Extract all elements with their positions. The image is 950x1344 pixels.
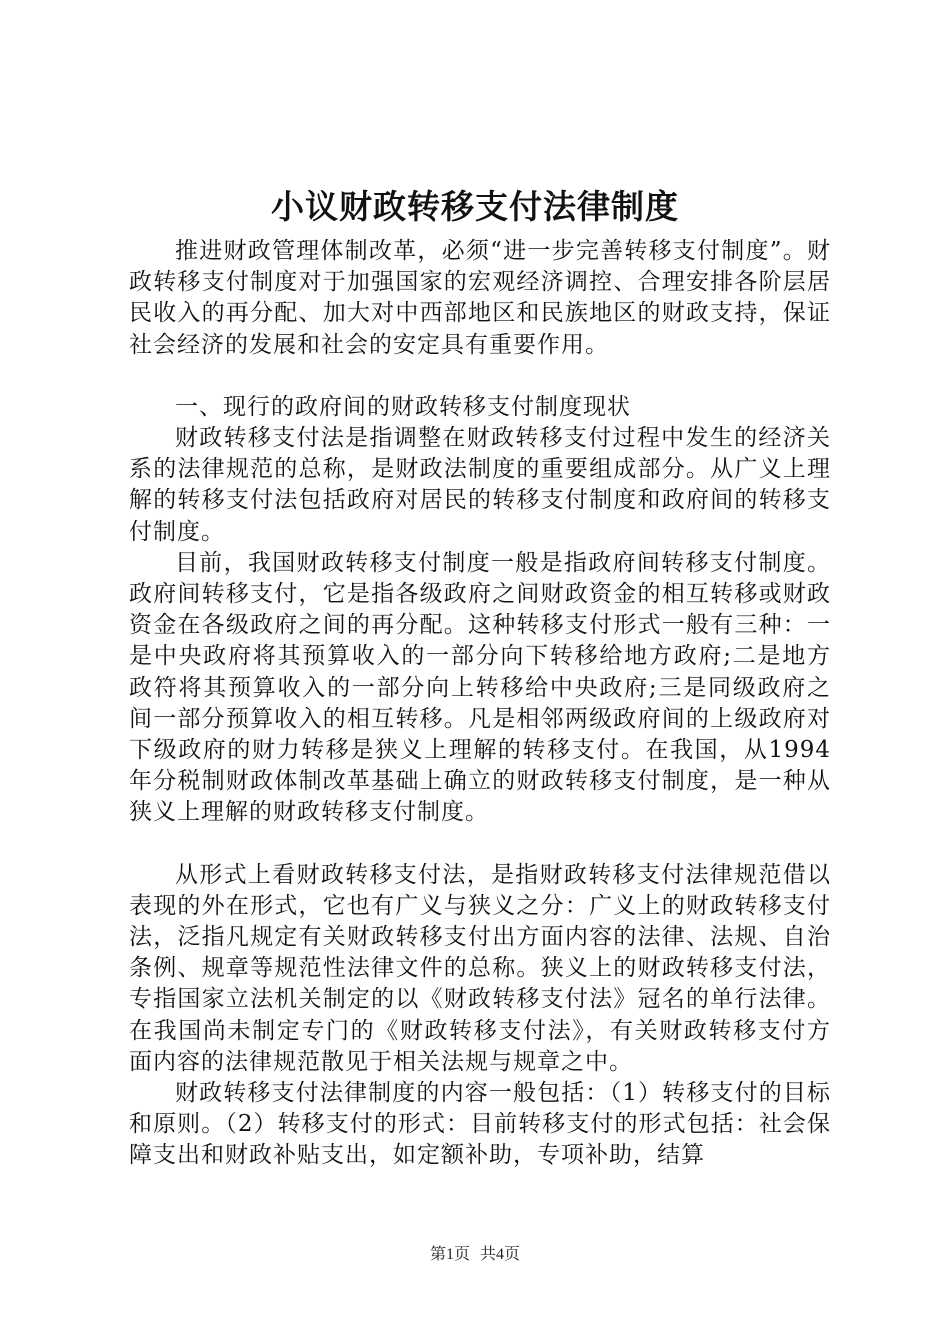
paragraph-definition: 财政转移支付法是指调整在财政转移支付过程中发生的经济关系的法律规范的总称，是财政法制度的重要组成部分。从广义上理解的转移支付法包括政府对居民的转移支付制度和政府间的转移支付制度。 — [129, 425, 831, 545]
paragraph-current-system: 目前，我国财政转移支付制度一般是指政府间转移支付制度。政府间转移支付，它是指各级政府之间财政资金的相互转移或财政资金在各级政府之间的再分配。这种转移支付形式一般有三种：一是中央政府将其预算收入的一部分向下转移给地方政府;二是地方政符将其预算收入的一部分向上转移给中央政府;三是同级政府之间一部分预算收入的相互转移。凡是相邻两级政府间的上级政府对下级政府的财力转移是狭义上理解的转移支付。在我国，从1994年分税制财政体制改革基础上确立的财政转移支付制度，是一种从狭义上理解的财政转移支付制度。 — [129, 549, 831, 826]
page-total: 共4页 — [480, 1246, 521, 1263]
document-body — [129, 236, 831, 1172]
paragraph-content: 财政转移支付法律制度的内容一般包括：（1）转移支付的目标和原则。（2）转移支付的形式：目前转移支付的形式包括：社会保障支出和财政补贴支出，如定额补助，专项补助，结算 — [129, 1080, 831, 1169]
paragraph-form: 从形式上看财政转移支付法，是指财政转移支付法律规范借以表现的外在形式，它也有广义与狭义之分：广义上的财政转移支付法，泛指凡规定有关财政转移支付出方面内容的法律、法规、自治条例、规章等规范性法律文件的总称。狭义上的财政转移支付法，专指国家立法机关制定的以《财政转移支付法》冠名的单行法律。在我国尚未制定专门的《财政转移支付法》，有关财政转移支付方面内容的法律规范散见于相关法规与规章之中。 — [129, 861, 831, 1075]
paragraph-intro: 推进财政管理体制改革，必须“进一步完善转移支付制度”。财政转移支付制度对于加强国家的宏观经济调控、合理安排各阶层居民收入的再分配、加大对中西部地区和民族地区的财政支持，保证社会经济的发展和社会的安定具有重要作用。 — [129, 238, 831, 358]
section-heading-1: 一、现行的政府间的财政转移支付制度现状 — [175, 393, 631, 420]
document-title: 小议财政转移支付法律制度 — [271, 187, 679, 226]
page-footer — [0, 1244, 950, 1266]
page-number: 第1页 — [429, 1246, 470, 1263]
